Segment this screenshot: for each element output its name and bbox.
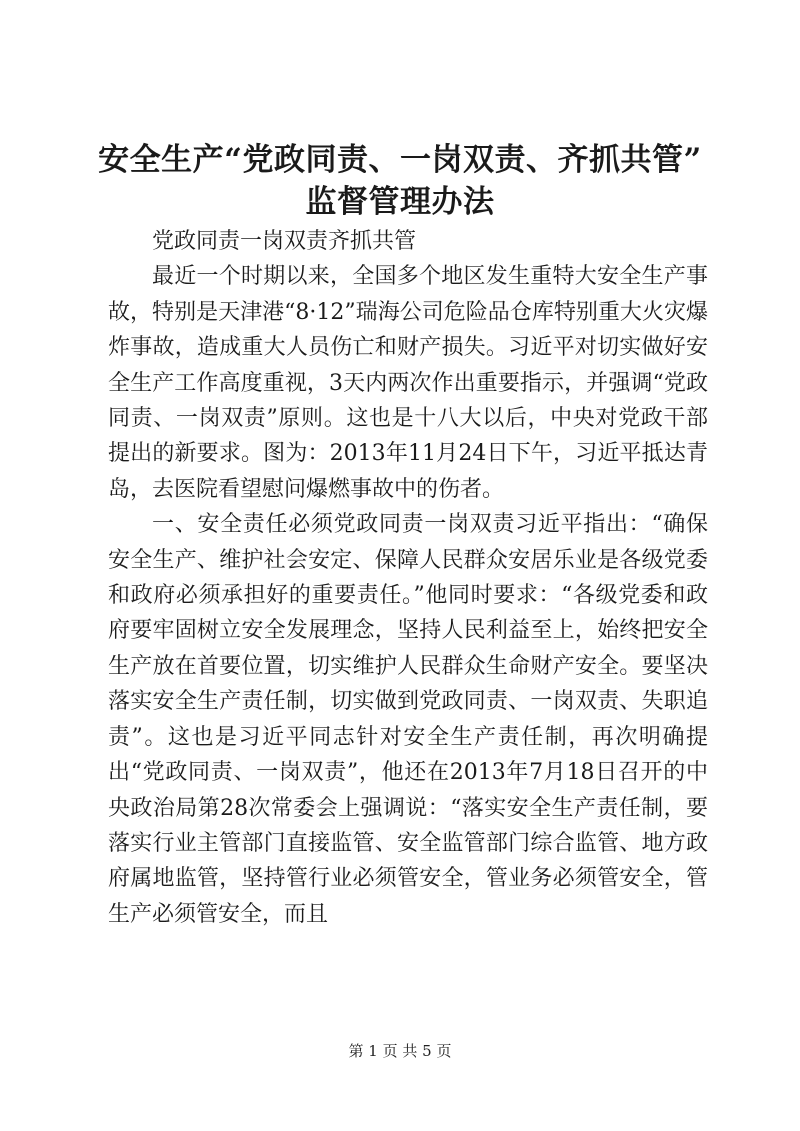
- subtitle-paragraph: 党政同责一岗双责齐抓共管: [152, 229, 417, 254]
- body-paragraph: 一、安全责任必须党政同责一岗双责习近平指出：“确保安全生产、维护社会安定、保障人民群众安居乐业是各级党委和政府必须承担好的重要责任。”他同时要求：“各级党委和政府要牢固树立安全发展理念，坚持人民利益至上，始终把安全生产放在首要位置，切实维护人民群众生命财产安全。要坚决落实安全生产责任制，切实做到党政同责、一岗双责、失职追责”。这也是习近平同志针对安全生产责任制，再次明确提出“党政同责、一岗双责”，他还在2013年7月18日召开的中央政治局第28次常委会上强调说：“落实安全生产责任制，要落实行业主管部门直接监管、安全监管部门综合监管、地方政府属地监管，坚持管行业必须管安全，管业务必须管安全，管生产必须管安全，而且: [108, 512, 708, 927]
- body-paragraph: 最近一个时期以来，全国多个地区发生重特大安全生产事故，特别是天津港“8·12”瑞海公司危险品仓库特别重大火灾爆炸事故，造成重大人员伤亡和财产损失。习近平对切实做好安全生产工作高度重视，3天内两次作出重要指示，并强调“党政同责、一岗双责”原则。这也是十八大以后，中央对党政干部提出的新要求。图为：2013年11月24日下午，习近平抵达青岛，去医院看望慰问爆燃事故中的伤者。: [108, 264, 708, 502]
- document-title-line-1: 安全生产“党政同责、一岗双责、齐抓共管”: [98, 142, 702, 178]
- page-number-footer: 第 1 页 共 5 页: [348, 1042, 452, 1060]
- document-title-line-2: 监督管理办法: [305, 184, 495, 220]
- document-body: [108, 224, 708, 932]
